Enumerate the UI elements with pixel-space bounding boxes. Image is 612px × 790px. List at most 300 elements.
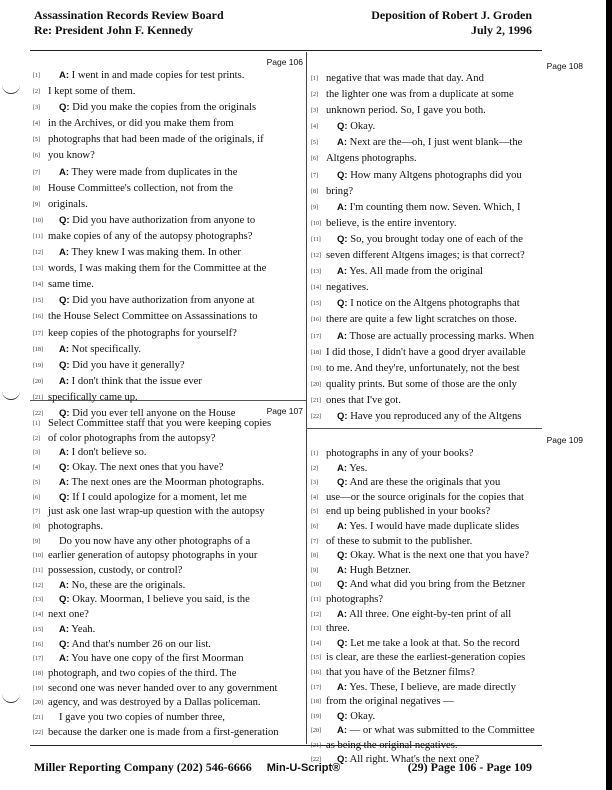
transcript-line <box>311 666 583 681</box>
case-name: Re: President John F. Kennedy <box>34 23 194 37</box>
speaker-tag: Q: <box>59 359 70 371</box>
line-text: Q: Did you have authorization from anyone to <box>59 214 256 226</box>
line-number: [9] <box>33 201 40 208</box>
line-text: as being the original negatives. <box>326 739 458 751</box>
line-text: A: I went in and made copies for test prints. <box>59 70 245 81</box>
line-text: Q: Okay. What is the next one that you have? <box>337 550 530 562</box>
line-number: [2] <box>311 465 318 472</box>
line-number: [8] <box>311 553 318 560</box>
speaker-tag: A: <box>59 447 70 459</box>
line-text: A: Not specifically. <box>59 343 142 355</box>
line-text: A: Yeah. <box>59 623 96 635</box>
line-number: [22] <box>311 757 321 764</box>
line-text: next one? <box>48 609 89 621</box>
speaker-tag: A: <box>337 137 348 149</box>
line-text: A: Yes. All made from the original <box>337 266 483 278</box>
line-number: [10] <box>33 553 43 560</box>
line-number: [5] <box>33 137 40 144</box>
scan-edge <box>606 0 612 790</box>
line-text: Q: How many Altgens photographs did you <box>337 169 522 181</box>
line-number: [13] <box>33 266 43 273</box>
speaker-tag: A: <box>337 520 348 532</box>
speaker-tag: Q: <box>337 637 348 649</box>
transcript-page-107 <box>33 404 303 740</box>
header-right <box>371 8 532 38</box>
line-text: in the Archives, or did you make them from <box>48 118 234 130</box>
transcript-line <box>33 213 303 229</box>
line-number: [7] <box>311 538 318 545</box>
line-text: Do you now have any other photographs of a <box>59 535 251 547</box>
page-number: Page 108 <box>546 61 583 71</box>
transcript-line <box>311 151 583 167</box>
line-number: [15] <box>33 626 43 633</box>
transcript-line <box>311 377 583 393</box>
speaker-tag: A: <box>337 201 348 213</box>
line-text: Q: Did you have authorization from anyone at <box>59 295 255 307</box>
transcript-line <box>311 491 583 506</box>
line-text: Q: Did you ever tell anyone on the House <box>59 407 236 419</box>
transcript-line <box>311 476 583 491</box>
line-number: [18] <box>311 699 321 706</box>
speaker-tag: Q: <box>337 579 348 591</box>
line-text: A: The next ones are the Moorman photographs. <box>59 476 265 488</box>
line-text: bring? <box>326 185 354 197</box>
line-text: Q: If I could apologize for a moment, let me <box>59 491 247 503</box>
transcript-page-108 <box>311 58 583 425</box>
line-text: Q: Have you reproduced any of the Altgens <box>337 410 522 422</box>
line-number: [12] <box>33 582 43 589</box>
transcript-line <box>33 564 303 579</box>
line-text: A: No, these are the originals. <box>59 579 186 591</box>
line-number: [19] <box>33 362 43 369</box>
transcript-line <box>311 345 583 361</box>
transcript-line <box>311 564 583 579</box>
line-number: [5] <box>33 479 40 486</box>
transcript-line <box>33 608 303 623</box>
transcript-line <box>311 280 583 296</box>
line-text: Q: Okay. The next ones that you have? <box>59 462 224 474</box>
transcript-line <box>311 361 583 377</box>
line-text: you know? <box>48 150 95 162</box>
transcript-line <box>33 682 303 697</box>
transcript-line <box>33 358 303 374</box>
transcript-line <box>33 535 303 550</box>
line-number: [7] <box>33 169 40 176</box>
line-text: photographs that had been made of the originals, if <box>48 134 264 146</box>
line-number: [11] <box>33 568 43 575</box>
line-number: [8] <box>33 523 40 530</box>
transcript-line <box>311 71 583 87</box>
line-number: [19] <box>311 713 321 720</box>
transcript-line <box>33 461 303 476</box>
line-number: [11] <box>311 236 321 243</box>
transcript-line <box>33 116 303 132</box>
speaker-tag: A: <box>337 608 348 620</box>
line-text: of color photographs from the autopsy? <box>48 432 216 444</box>
transcript-line <box>33 711 303 726</box>
speaker-tag: A: <box>59 653 70 665</box>
transcript-line <box>33 245 303 261</box>
line-number: [4] <box>311 494 318 501</box>
transcript-line <box>33 261 303 277</box>
line-text: that you have of the Betzner films? <box>326 666 475 678</box>
line-text: because the darker one is made from a first-generation <box>48 726 279 738</box>
line-text: House Committee's collection, not from the <box>48 182 233 194</box>
line-text: A: They knew I was making them. In other <box>59 247 241 259</box>
line-number: [2] <box>311 92 318 99</box>
transcript-line <box>33 446 303 461</box>
line-number: [21] <box>311 742 321 749</box>
line-text: Q: And what did you bring from the Betzner <box>337 579 526 591</box>
footer-left <box>34 760 340 775</box>
transcript-line <box>33 593 303 608</box>
line-text: A: — or what was submitted to the Committee <box>337 725 535 737</box>
speaker-tag: Q: <box>337 710 348 722</box>
transcript-line <box>311 637 583 652</box>
transcript-line <box>311 296 583 312</box>
line-text: A: I'm counting them now. Seven. Which, I <box>337 201 521 213</box>
line-number: [6] <box>311 523 318 530</box>
line-number: [4] <box>33 465 40 472</box>
line-number: [12] <box>311 253 321 260</box>
line-number: [16] <box>311 669 321 676</box>
line-text: earlier generation of autopsy photographs in your <box>48 550 258 562</box>
transcript-line <box>311 312 583 328</box>
line-text: photographs. <box>48 520 104 532</box>
line-text: A: Hugh Betzner. <box>337 564 411 576</box>
line-number: [21] <box>311 397 321 404</box>
line-number: [1] <box>33 73 40 79</box>
line-number: [7] <box>33 509 40 516</box>
line-number: [8] <box>33 185 40 192</box>
line-number: [13] <box>311 626 321 633</box>
speaker-tag: A: <box>59 579 70 591</box>
transcript-line <box>311 608 583 623</box>
line-text: Q: And are these the originals that you <box>337 477 501 489</box>
line-number: [14] <box>311 285 321 292</box>
transcript-line <box>311 724 583 739</box>
transcript-line <box>33 100 303 116</box>
line-number: [8] <box>311 188 318 195</box>
header-left <box>34 8 224 38</box>
line-text: seven different Altgens images; is that correct? <box>326 250 525 262</box>
speaker-tag: Q: <box>59 102 70 114</box>
speaker-tag: Q: <box>59 295 70 307</box>
line-number: [13] <box>311 269 321 276</box>
line-text: Q: Did you make the copies from the originals <box>59 102 257 114</box>
line-number: [1] <box>33 421 40 427</box>
line-text: words, I was making them for the Committee at the <box>48 263 267 275</box>
line-number: [9] <box>33 538 40 545</box>
line-number: [19] <box>33 685 43 692</box>
line-number: [4] <box>33 121 40 128</box>
transcript-line <box>33 309 303 325</box>
line-text: use—or the source originals for the copies that <box>326 491 524 503</box>
line-number: [14] <box>33 612 43 619</box>
line-text: Q: So, you brought today one of each of the <box>337 233 523 245</box>
line-number: [11] <box>311 596 321 603</box>
line-text: keep copies of the photographs for yourself? <box>48 327 237 339</box>
transcript-line <box>311 103 583 119</box>
transcript-line <box>33 181 303 197</box>
reporting-company: Miller Reporting Company (202) 546-6666 <box>34 760 252 774</box>
speaker-tag: A: <box>59 166 70 178</box>
line-text: I kept some of them. <box>48 86 136 98</box>
line-number: [6] <box>311 156 318 163</box>
line-text: agency, and was destroyed by a Dallas policeman. <box>48 697 261 709</box>
line-text: Q: Okay. <box>337 121 376 133</box>
line-text: possession, custody, or control? <box>48 565 183 577</box>
line-text: Q: Okay. Moorman, I believe you said, is the <box>59 594 250 606</box>
line-text: Altgens photographs. <box>326 153 417 165</box>
line-text: I gave you two copies of number three, <box>59 712 225 724</box>
transcript-line <box>33 726 303 741</box>
line-number: [15] <box>33 298 43 305</box>
line-text: is clear, are these the earliest-generation copies <box>326 652 526 664</box>
transcript-line <box>33 68 303 84</box>
transcript-line <box>311 329 583 345</box>
line-number: [6] <box>33 153 40 160</box>
line-number: [3] <box>311 108 318 115</box>
line-number: [20] <box>311 728 321 735</box>
transcript-line <box>33 652 303 667</box>
line-number: [2] <box>33 435 40 442</box>
transcript-line <box>311 119 583 135</box>
transcript-line <box>311 695 583 710</box>
page-divider-right <box>306 428 542 429</box>
transcript-line <box>33 623 303 638</box>
deposition-title: Deposition of Robert J. Groden <box>371 8 532 22</box>
line-number: [3] <box>33 105 40 112</box>
transcript-line <box>311 216 583 232</box>
line-number: [20] <box>33 700 43 707</box>
speaker-tag: Q: <box>337 169 348 181</box>
speaker-tag: Q: <box>59 594 70 606</box>
line-number: [21] <box>33 394 43 401</box>
line-number: [3] <box>311 480 318 487</box>
page-number: Page 106 <box>266 57 303 67</box>
margin-mark <box>2 390 20 400</box>
line-text: A: You have one copy of the first Moorman <box>59 653 244 665</box>
deposition-date: July 2, 1996 <box>470 23 532 37</box>
line-text: A: Yes. These, I believe, are made directly <box>337 681 516 693</box>
transcript-page-109 <box>311 434 583 768</box>
transcript-line <box>311 622 583 637</box>
transcript-line <box>33 326 303 342</box>
line-text: end up being published in your books? <box>326 506 491 518</box>
line-text: same time. <box>48 279 94 291</box>
transcript-line <box>33 132 303 148</box>
transcript-line <box>311 168 583 184</box>
speaker-tag: A: <box>337 725 348 737</box>
transcript-line <box>33 342 303 358</box>
line-text: photographs? <box>326 593 384 605</box>
speaker-tag: Q: <box>59 462 70 474</box>
line-text: unknown period. So, I gave you both. <box>326 105 486 117</box>
line-text: A: They were made from duplicates in the <box>59 166 238 178</box>
speaker-tag: A: <box>59 623 70 635</box>
line-number: [14] <box>33 282 43 289</box>
transcript-line <box>33 293 303 309</box>
transcript-line <box>311 135 583 151</box>
line-number: [13] <box>33 597 43 604</box>
line-number: [20] <box>311 381 321 388</box>
margin-mark <box>2 693 20 703</box>
line-number: [22] <box>33 729 43 736</box>
transcript-line <box>33 667 303 682</box>
transcript-line <box>311 184 583 200</box>
line-number: [20] <box>33 378 43 385</box>
speaker-tag: Q: <box>337 410 348 422</box>
line-number: [17] <box>311 333 321 340</box>
board-name: Assassination Records Review Board <box>34 8 224 22</box>
transcript-line <box>311 578 583 593</box>
line-text: A: I don't think that the issue ever <box>59 375 202 387</box>
line-text: I did those, I didn't have a good dryer available <box>326 346 526 358</box>
line-text: of these to submit to the publisher. <box>326 535 473 547</box>
transcript-line <box>311 739 583 754</box>
transcript-line <box>33 505 303 520</box>
transcript-line <box>311 710 583 725</box>
transcript-line <box>33 579 303 594</box>
transcript-line <box>311 505 583 520</box>
transcript-line <box>33 165 303 181</box>
line-text: to me. And they're, unfortunately, not the best <box>326 362 520 374</box>
transcript-line <box>311 232 583 248</box>
transcript-line <box>311 200 583 216</box>
transcript-line <box>311 535 583 550</box>
transcript-line <box>311 264 583 280</box>
line-text: make copies of any of the autopsy photographs? <box>48 230 253 242</box>
speaker-tag: A: <box>337 330 348 342</box>
speaker-tag: Q: <box>337 121 348 133</box>
line-text: Q: Let me take a look at that. So the record <box>337 637 520 649</box>
speaker-tag: A: <box>59 375 70 387</box>
line-number: [2] <box>33 89 40 96</box>
speaker-tag: Q: <box>337 550 348 562</box>
transcript-line <box>33 84 303 100</box>
speaker-tag: A: <box>59 476 70 488</box>
transcript-line <box>33 520 303 535</box>
line-number: [1] <box>311 451 318 457</box>
line-text: A: All three. One eight-by-ten print of all <box>337 608 512 620</box>
line-text: believe, is the entire inventory. <box>326 217 457 229</box>
transcript-line <box>311 549 583 564</box>
header-rule <box>30 50 542 51</box>
line-number: [15] <box>311 301 321 308</box>
line-number: [16] <box>33 314 43 321</box>
line-text: Q: Did you have it generally? <box>59 359 185 371</box>
line-number: [9] <box>311 567 318 574</box>
line-number: [6] <box>33 494 40 501</box>
line-text: there are quite a few light scratches on those. <box>326 314 517 326</box>
line-number: [1] <box>311 76 318 82</box>
margin-mark <box>2 84 20 94</box>
line-number: [12] <box>311 611 321 618</box>
line-text: A: Yes. <box>337 462 368 474</box>
line-text: ones that I've got. <box>326 394 401 406</box>
line-text: negatives. <box>326 282 369 294</box>
speaker-tag: Q: <box>59 214 70 226</box>
speaker-tag: Q: <box>337 298 348 310</box>
transcript-line <box>311 87 583 103</box>
transcript-line <box>311 681 583 696</box>
transcript-line <box>33 696 303 711</box>
line-text: specifically came up. <box>48 391 138 403</box>
transcript-line <box>311 447 583 462</box>
line-number: [19] <box>311 365 321 372</box>
transcript-line <box>33 197 303 213</box>
line-number: [18] <box>33 346 43 353</box>
transcript-line <box>311 593 583 608</box>
line-number: [21] <box>33 715 43 722</box>
transcript-line <box>33 148 303 164</box>
line-number: [16] <box>33 641 43 648</box>
min-u-script: Min-U-Script® <box>266 762 341 774</box>
line-number: [14] <box>311 640 321 647</box>
speaker-tag: A: <box>337 266 348 278</box>
line-text: Q: I notice on the Altgens photographs that <box>337 298 520 310</box>
line-text: Select Committee staff that you were keeping copies <box>48 418 272 429</box>
line-number: [16] <box>311 317 321 324</box>
line-number: [10] <box>33 217 43 224</box>
transcript-line <box>33 491 303 506</box>
speaker-tag: Q: <box>337 233 348 245</box>
speaker-tag: Q: <box>59 491 70 503</box>
page-range: (29) Page 106 - Page 109 <box>407 760 532 774</box>
speaker-tag: A: <box>59 247 70 259</box>
line-text: quality prints. But some of those are the only <box>326 378 517 390</box>
transcript-line <box>33 374 303 390</box>
line-number: [15] <box>311 655 321 662</box>
transcript-line <box>33 476 303 491</box>
line-text: A: I don't believe so. <box>59 447 147 459</box>
line-number: [18] <box>311 349 321 356</box>
transcript-line <box>33 277 303 293</box>
line-text: from the original negatives — <box>326 696 454 708</box>
line-text: second one was never handed over to any government <box>48 682 278 694</box>
transcript-line <box>33 549 303 564</box>
line-number: [7] <box>311 172 318 179</box>
line-number: [17] <box>311 684 321 691</box>
line-number: [18] <box>33 670 43 677</box>
transcript-page-106 <box>33 55 303 422</box>
line-text: A: Yes. I would have made duplicate slides <box>337 520 520 532</box>
line-number: [22] <box>311 413 321 420</box>
line-text: Q: Okay. <box>337 710 376 722</box>
line-number: [3] <box>33 450 40 457</box>
transcript-line <box>311 651 583 666</box>
line-number: [22] <box>33 410 43 417</box>
transcript-line <box>33 229 303 245</box>
transcript-line <box>33 638 303 653</box>
transcript-line <box>311 393 583 409</box>
line-number: [4] <box>311 124 318 131</box>
line-number: [17] <box>33 656 43 663</box>
speaker-tag: Q: <box>337 754 348 766</box>
line-text: negative that was made that day. And <box>326 73 484 84</box>
page-number: Page 109 <box>546 435 583 445</box>
transcript-line <box>33 417 303 432</box>
transcript-line <box>311 462 583 477</box>
page-number: Page 107 <box>266 406 303 416</box>
line-number: [11] <box>33 233 43 240</box>
line-text: just ask one last wrap-up question with the autopsy <box>48 506 265 518</box>
transcript-line <box>311 520 583 535</box>
speaker-tag: A: <box>337 681 348 693</box>
line-text: photographs in any of your books? <box>326 448 474 459</box>
speaker-tag: Q: <box>59 638 70 650</box>
